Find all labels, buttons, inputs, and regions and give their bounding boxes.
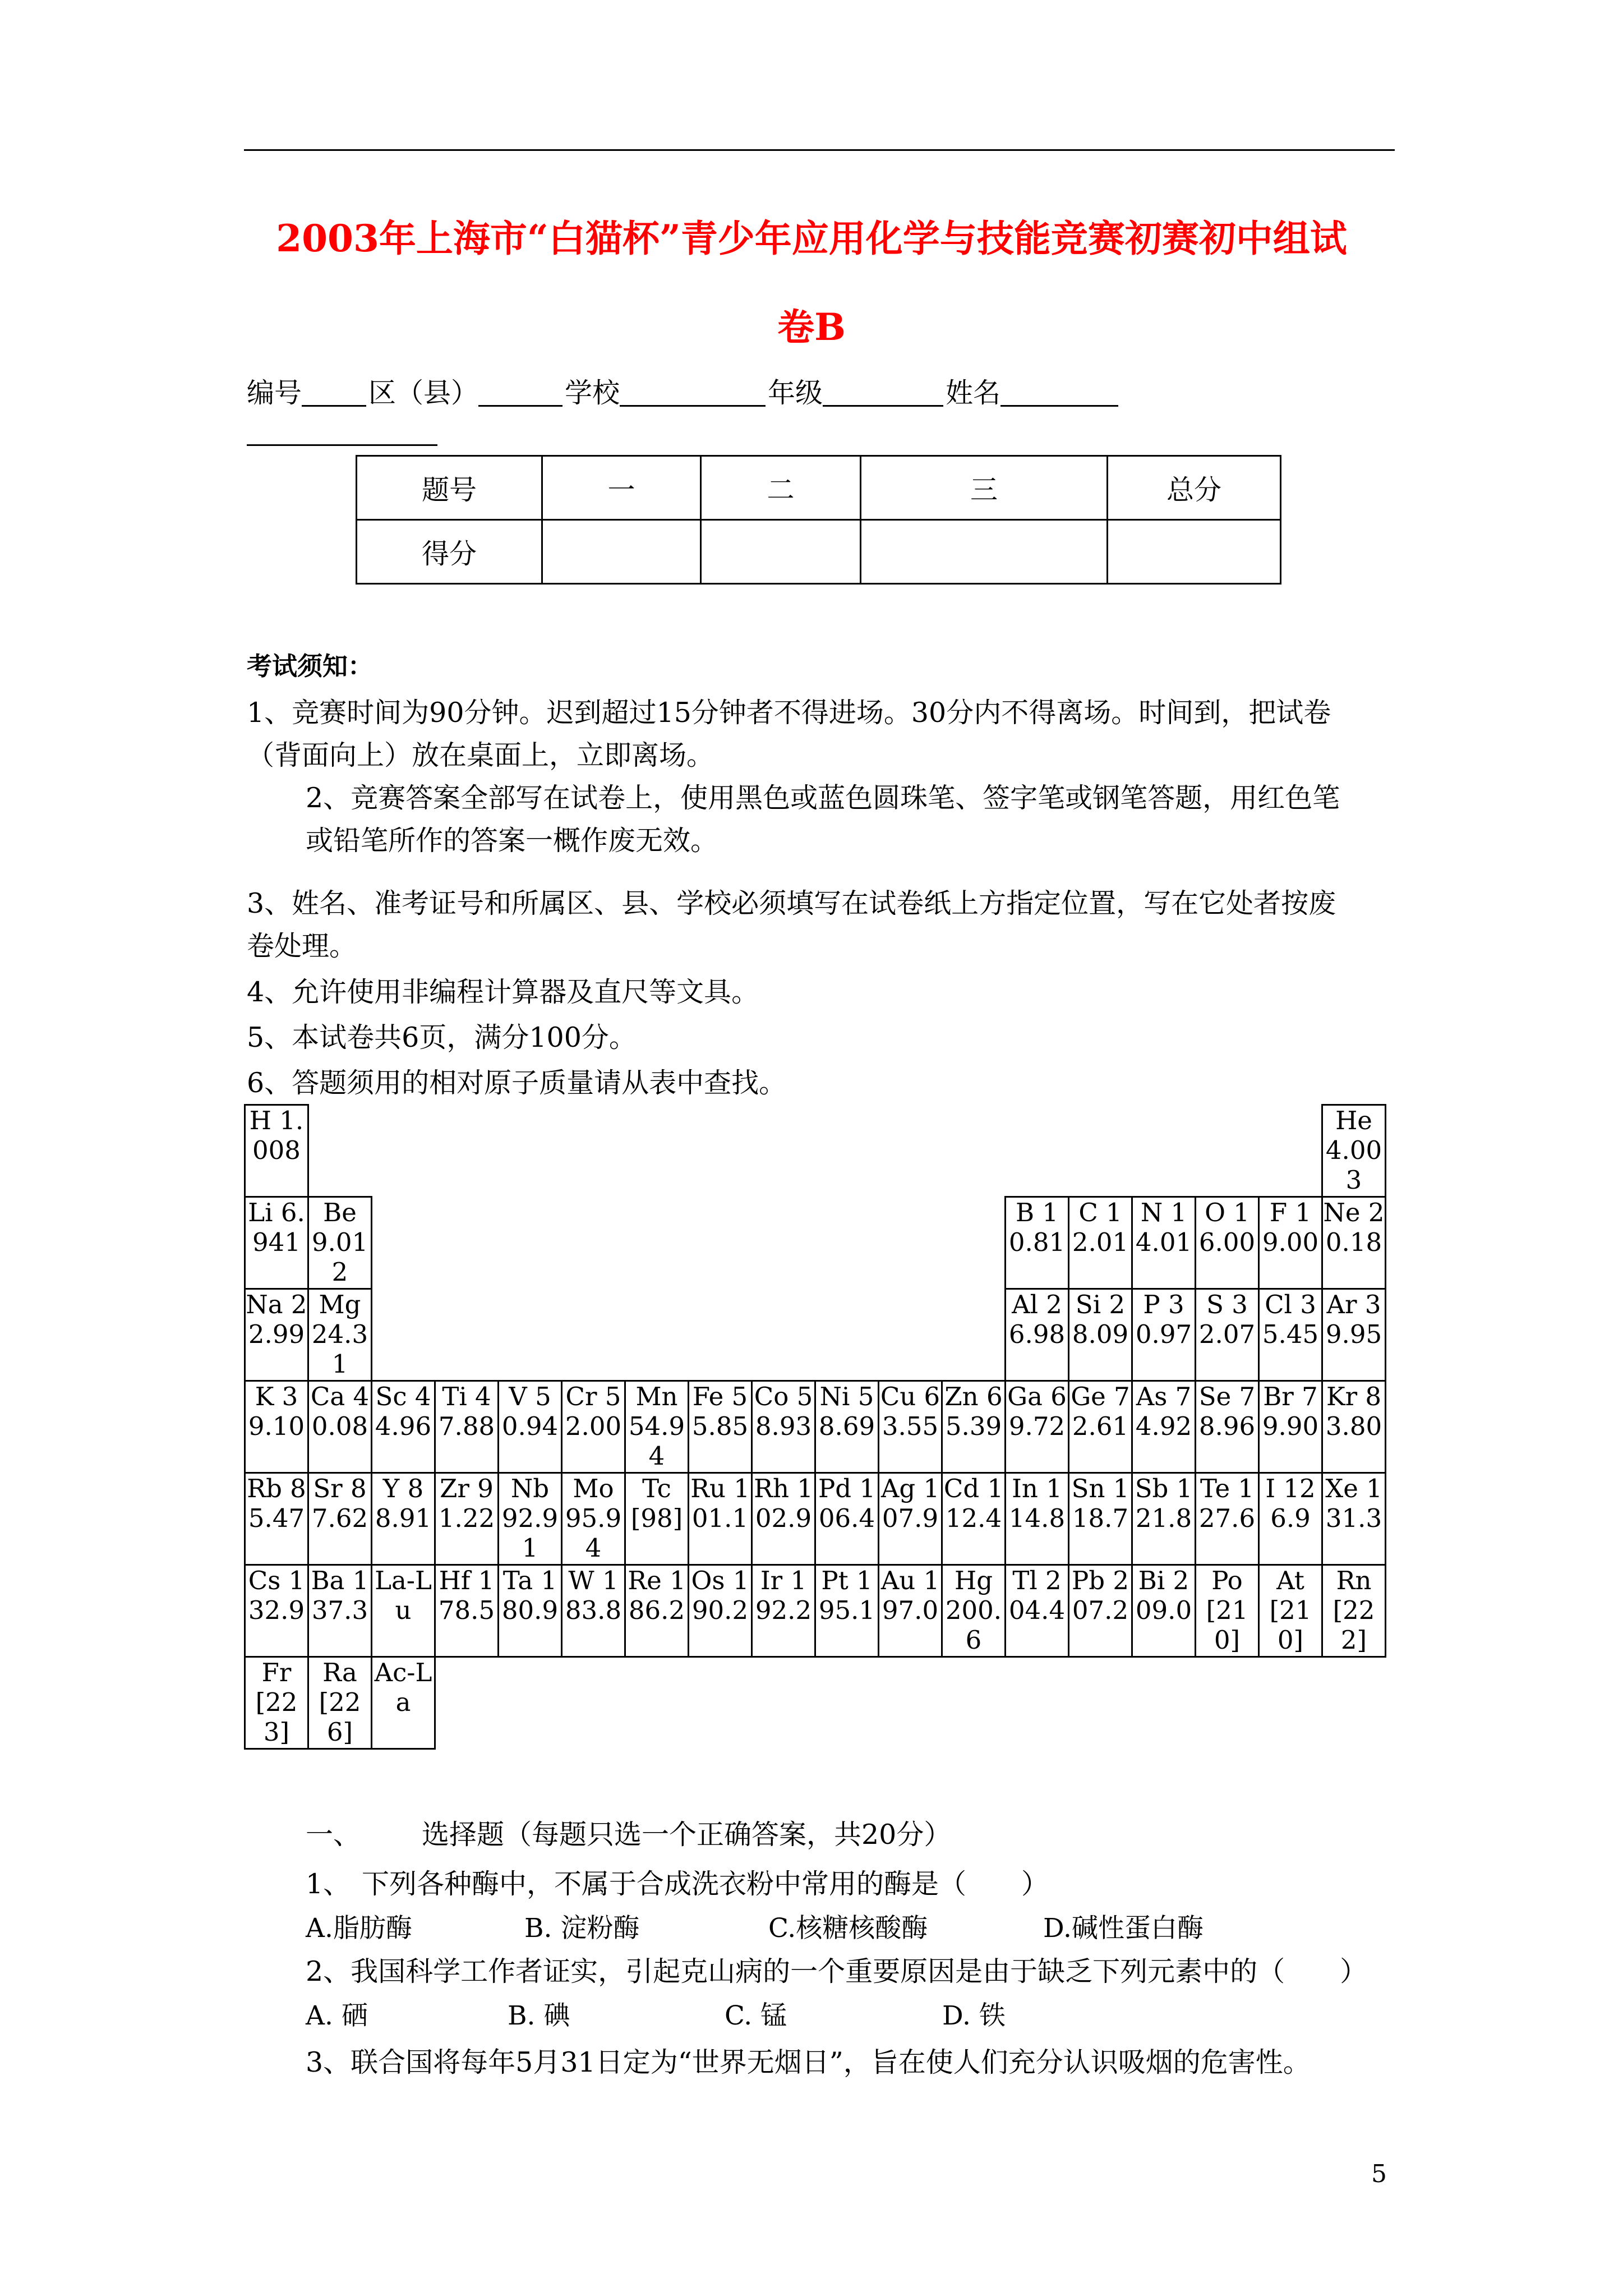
periodic-table-empty-cell xyxy=(942,1105,1006,1197)
score-table-score-row xyxy=(357,520,1281,584)
page-number: 5 xyxy=(1371,2160,1387,2188)
element-cell-text: Br 79.90 xyxy=(1262,1382,1319,1441)
periodic-table-empty-cell xyxy=(1196,1657,1259,1749)
periodic-table-row xyxy=(245,1657,1386,1749)
periodic-table-empty-cell xyxy=(942,1197,1006,1289)
element-cell xyxy=(1132,1381,1196,1473)
element-cell-text: Au 197.0 xyxy=(880,1566,940,1625)
periodic-table-row xyxy=(245,1473,1386,1565)
element-cell-text: V 50.94 xyxy=(501,1382,559,1441)
element-cell-text: Rn [222] xyxy=(1332,1566,1375,1655)
element-cell-text: W 183.8 xyxy=(565,1566,622,1625)
element-cell xyxy=(1132,1289,1196,1381)
element-cell-text: Ru 101.1 xyxy=(690,1474,750,1533)
score-row-label: 得分 xyxy=(357,520,542,584)
element-cell-text: Fe 55.85 xyxy=(691,1382,749,1441)
element-cell-text: Y 88.91 xyxy=(375,1474,432,1533)
element-cell-text: Ar 39.95 xyxy=(1325,1290,1382,1349)
element-cell xyxy=(245,1565,308,1657)
notice-item1-line2: （背面向上）放在桌面上，立即离场。 xyxy=(247,739,714,771)
periodic-table-empty-cell xyxy=(1259,1657,1322,1749)
periodic-table-empty-cell xyxy=(1259,1105,1322,1197)
element-cell-text: B 10.81 xyxy=(1008,1198,1066,1257)
element-cell xyxy=(245,1197,308,1289)
periodic-table-empty-cell xyxy=(435,1657,499,1749)
element-cell-text: S 32.07 xyxy=(1198,1290,1256,1349)
element-cell xyxy=(1259,1565,1322,1657)
element-cell-text: Li 6.941 xyxy=(248,1198,305,1257)
element-cell xyxy=(1322,1565,1386,1657)
element-cell-text: He 4.003 xyxy=(1325,1106,1382,1195)
element-cell-text: Cs 132.9 xyxy=(248,1566,305,1625)
element-cell xyxy=(879,1473,942,1565)
element-cell-text: Ba 137.3 xyxy=(311,1566,369,1625)
district-blank[interactable] xyxy=(478,376,562,407)
element-cell-text: Sc 44.96 xyxy=(375,1382,432,1441)
element-cell-text: Mo 95.94 xyxy=(565,1474,622,1563)
element-cell xyxy=(308,1473,372,1565)
field-label-district: 区（县） xyxy=(368,377,479,409)
page-title-line1: 2003年上海市“白猫杯”青少年应用化学与技能竞赛初赛初中组试 xyxy=(276,217,1347,260)
element-cell xyxy=(689,1473,752,1565)
periodic-table-empty-cell xyxy=(435,1105,499,1197)
element-cell-text: Mg 24.31 xyxy=(311,1290,368,1379)
element-cell xyxy=(815,1381,879,1473)
element-cell xyxy=(815,1565,879,1657)
element-cell-text: Ag 107.9 xyxy=(880,1474,940,1533)
q1-text: 下列各种酶中，不属于合成洗衣粉中常用的酶是（ ） xyxy=(362,1868,1049,1900)
q2-option-c: C. 锰 xyxy=(725,2000,787,2031)
element-cell xyxy=(625,1473,689,1565)
element-cell xyxy=(499,1565,562,1657)
element-cell xyxy=(1322,1197,1386,1289)
element-cell-text: Tl 204.4 xyxy=(1008,1566,1066,1625)
element-cell xyxy=(942,1381,1006,1473)
periodic-table-empty-cell xyxy=(372,1197,435,1289)
element-cell xyxy=(245,1105,308,1197)
q1-option-c: C.核糖核酸酶 xyxy=(768,1913,928,1944)
field-label-name: 姓名 xyxy=(946,377,1001,409)
element-cell-text: Rh 102.9 xyxy=(754,1474,813,1533)
periodic-table-empty-cell xyxy=(625,1657,689,1749)
element-cell xyxy=(879,1565,942,1657)
periodic-table-row xyxy=(245,1105,1386,1197)
notice-item5: 5、本试卷共6页，满分100分。 xyxy=(247,1022,637,1053)
periodic-table-empty-cell xyxy=(879,1289,942,1381)
element-cell-text: Ni 58.69 xyxy=(818,1382,875,1441)
element-cell xyxy=(625,1565,689,1657)
element-cell xyxy=(1259,1197,1322,1289)
element-cell xyxy=(435,1565,499,1657)
section1-title: 选择题（每题只选一个正确答案，共20分） xyxy=(422,1819,952,1851)
element-cell xyxy=(752,1565,815,1657)
element-cell-text: Nb 92.91 xyxy=(501,1474,559,1563)
element-cell-text: Cr 52.00 xyxy=(565,1382,622,1441)
periodic-table-empty-cell xyxy=(562,1197,625,1289)
element-cell-text: Tc [98] xyxy=(630,1474,683,1533)
field-label-number: 编号 xyxy=(247,377,302,409)
periodic-table xyxy=(244,1104,1386,1750)
periodic-table-row xyxy=(245,1197,1386,1289)
element-cell xyxy=(1132,1473,1196,1565)
periodic-table-empty-cell xyxy=(499,1105,562,1197)
notice-item2-line2: 或铅笔所作的答案一概作废无效。 xyxy=(306,825,718,857)
periodic-table-empty-cell xyxy=(1006,1105,1069,1197)
element-cell xyxy=(308,1657,372,1749)
element-cell-text: Zr 91.22 xyxy=(438,1474,495,1533)
score-header-total: 总分 xyxy=(1108,456,1281,520)
periodic-table-empty-cell xyxy=(625,1105,689,1197)
element-cell xyxy=(308,1197,372,1289)
element-cell xyxy=(1069,1473,1132,1565)
element-cell xyxy=(435,1473,499,1565)
periodic-table-empty-cell xyxy=(752,1105,815,1197)
element-cell-text: Te 127.6 xyxy=(1198,1474,1256,1533)
element-cell-text: I 126.9 xyxy=(1265,1474,1316,1533)
number-blank[interactable] xyxy=(302,376,366,407)
element-cell-text: Ge 72.61 xyxy=(1071,1382,1130,1441)
element-cell-text: Fr [223] xyxy=(255,1658,298,1747)
score-cell-part1[interactable] xyxy=(542,520,701,584)
element-cell xyxy=(562,1473,625,1565)
element-cell xyxy=(1069,1197,1132,1289)
periodic-table-empty-cell xyxy=(1322,1657,1386,1749)
element-cell xyxy=(1069,1565,1132,1657)
element-cell xyxy=(562,1565,625,1657)
element-cell-text: O 16.00 xyxy=(1198,1198,1256,1257)
periodic-table-empty-cell xyxy=(815,1657,879,1749)
element-cell-text: Ca 40.08 xyxy=(310,1382,370,1441)
element-cell xyxy=(689,1565,752,1657)
name-blank[interactable] xyxy=(1000,376,1118,407)
element-cell xyxy=(372,1565,435,1657)
notice-item6: 6、答题须用的相对原子质量请从表中查找。 xyxy=(247,1067,787,1099)
element-cell xyxy=(1196,1197,1259,1289)
element-cell xyxy=(245,1473,308,1565)
element-cell-text: Sr 87.62 xyxy=(311,1474,368,1533)
element-cell xyxy=(815,1473,879,1565)
periodic-table-empty-cell xyxy=(752,1197,815,1289)
element-cell xyxy=(1006,1289,1069,1381)
element-cell xyxy=(1322,1473,1386,1565)
periodic-table-empty-cell xyxy=(815,1197,879,1289)
element-cell-text: Xe 131.3 xyxy=(1325,1474,1382,1533)
periodic-table-empty-cell xyxy=(815,1105,879,1197)
element-cell xyxy=(372,1657,435,1749)
element-cell-text: Bi 209.0 xyxy=(1135,1566,1192,1625)
element-cell xyxy=(308,1381,372,1473)
element-cell-text: La-Lu xyxy=(375,1566,432,1625)
element-cell xyxy=(689,1381,752,1473)
element-cell-text: Po [210] xyxy=(1206,1566,1248,1655)
element-cell xyxy=(1196,1473,1259,1565)
periodic-table-empty-cell xyxy=(562,1657,625,1749)
q2-option-a: A. 硒 xyxy=(306,2000,368,2031)
periodic-table-empty-cell xyxy=(879,1197,942,1289)
element-cell xyxy=(1196,1289,1259,1381)
element-cell-text: N 14.01 xyxy=(1135,1198,1192,1257)
element-cell xyxy=(372,1473,435,1565)
element-cell xyxy=(245,1289,308,1381)
q2-option-d: D. 铁 xyxy=(942,2000,1006,2031)
element-cell-text: Cd 112.4 xyxy=(943,1474,1004,1533)
element-cell xyxy=(752,1473,815,1565)
periodic-table-empty-cell xyxy=(1069,1657,1132,1749)
element-cell xyxy=(499,1381,562,1473)
periodic-table-empty-cell xyxy=(689,1105,752,1197)
element-cell-text: H 1.008 xyxy=(249,1106,304,1165)
element-cell-text: Hg 200.6 xyxy=(945,1566,1002,1655)
element-cell xyxy=(942,1565,1006,1657)
element-cell-text: At [210] xyxy=(1269,1566,1312,1655)
periodic-table-row xyxy=(245,1565,1386,1657)
element-cell-text: Ta 180.9 xyxy=(501,1566,559,1625)
score-header-question-no: 题号 xyxy=(357,456,542,520)
score-header-part3: 三 xyxy=(861,456,1108,520)
periodic-table-empty-cell xyxy=(1132,1657,1196,1749)
q1-option-b: B. 淀粉酶 xyxy=(524,1913,640,1944)
school-blank[interactable] xyxy=(620,376,766,407)
element-cell xyxy=(1259,1381,1322,1473)
student-info-line xyxy=(247,376,1121,407)
periodic-table-empty-cell xyxy=(562,1105,625,1197)
score-table-header-row xyxy=(357,456,1281,520)
periodic-table-empty-cell xyxy=(942,1289,1006,1381)
periodic-table-empty-cell xyxy=(1069,1105,1132,1197)
periodic-table-empty-cell xyxy=(689,1657,752,1749)
score-cell-part3[interactable] xyxy=(861,520,1108,584)
element-cell-text: Pb 207.2 xyxy=(1071,1566,1129,1625)
periodic-table-empty-cell xyxy=(752,1289,815,1381)
periodic-table-empty-cell xyxy=(1132,1105,1196,1197)
element-cell-text: Si 28.09 xyxy=(1072,1290,1129,1349)
element-cell xyxy=(562,1381,625,1473)
element-cell-text: Al 26.98 xyxy=(1008,1290,1066,1349)
element-cell-text: Ti 47.88 xyxy=(438,1382,495,1441)
periodic-table-row xyxy=(245,1381,1386,1473)
element-cell xyxy=(1006,1473,1069,1565)
element-cell xyxy=(752,1381,815,1473)
notice-item3-line2: 卷处理。 xyxy=(247,930,357,962)
element-cell xyxy=(1196,1565,1259,1657)
name-blank-continued xyxy=(247,444,437,446)
periodic-table-row xyxy=(245,1289,1386,1381)
periodic-table-empty-cell xyxy=(499,1657,562,1749)
element-cell-text: As 74.92 xyxy=(1135,1382,1192,1441)
score-cell-part2[interactable] xyxy=(701,520,861,584)
element-cell-text: Sb 121.8 xyxy=(1135,1474,1193,1533)
element-cell xyxy=(372,1381,435,1473)
element-cell-text: Rb 85.47 xyxy=(247,1474,306,1533)
score-header-part2: 二 xyxy=(701,456,861,520)
periodic-table-empty-cell xyxy=(815,1289,879,1381)
element-cell xyxy=(1006,1381,1069,1473)
section1-number: 一、 xyxy=(306,1819,361,1851)
element-cell xyxy=(1069,1289,1132,1381)
element-cell-text: Ne 20.18 xyxy=(1323,1198,1385,1257)
element-cell xyxy=(1259,1289,1322,1381)
periodic-table-empty-cell xyxy=(372,1289,435,1381)
periodic-table-empty-cell xyxy=(1006,1657,1069,1749)
periodic-table-empty-cell xyxy=(689,1289,752,1381)
element-cell-text: Cl 35.45 xyxy=(1262,1290,1319,1349)
page-title-line2: 卷B xyxy=(777,305,846,349)
notice-item4: 4、允许使用非编程计算器及直尺等文具。 xyxy=(247,976,759,1008)
element-cell-text: Ra [226] xyxy=(319,1658,361,1747)
element-cell xyxy=(625,1381,689,1473)
element-cell xyxy=(1006,1197,1069,1289)
element-cell xyxy=(1196,1381,1259,1473)
element-cell xyxy=(879,1381,942,1473)
element-cell xyxy=(435,1381,499,1473)
periodic-table-empty-cell xyxy=(879,1657,942,1749)
grade-blank[interactable] xyxy=(823,376,943,407)
element-cell xyxy=(1006,1565,1069,1657)
periodic-table-empty-cell xyxy=(562,1289,625,1381)
periodic-table-empty-cell xyxy=(499,1197,562,1289)
element-cell-text: Re 186.2 xyxy=(628,1566,686,1625)
element-cell xyxy=(1259,1473,1322,1565)
element-cell-text: Zn 65.39 xyxy=(944,1382,1003,1441)
element-cell-text: Ir 192.2 xyxy=(755,1566,812,1625)
score-cell-total[interactable] xyxy=(1108,520,1281,584)
element-cell-text: In 114.8 xyxy=(1008,1474,1066,1533)
score-table xyxy=(356,455,1281,585)
element-cell-text: Cu 63.55 xyxy=(880,1382,940,1441)
element-cell-text: Se 78.96 xyxy=(1198,1382,1256,1441)
element-cell xyxy=(245,1381,308,1473)
q2-option-b: B. 碘 xyxy=(508,2000,570,2031)
header-rule xyxy=(244,149,1395,151)
element-cell-text: Sn 118.7 xyxy=(1071,1474,1129,1533)
element-cell xyxy=(308,1565,372,1657)
element-cell xyxy=(245,1657,308,1749)
periodic-table-empty-cell xyxy=(435,1289,499,1381)
notice-item2-line1: 2、竞赛答案全部写在试卷上，使用黑色或蓝色圆珠笔、签字笔或钢笔答题，用红色笔 xyxy=(306,782,1340,814)
element-cell xyxy=(308,1289,372,1381)
element-cell-text: Pd 106.4 xyxy=(818,1474,876,1533)
element-cell-text: Na 22.99 xyxy=(246,1290,307,1349)
element-cell-text: Ac-La xyxy=(374,1658,432,1717)
periodic-table-empty-cell xyxy=(689,1197,752,1289)
element-cell-text: Mn 54.94 xyxy=(628,1382,685,1471)
periodic-table-empty-cell xyxy=(1196,1105,1259,1197)
periodic-table-empty-cell xyxy=(879,1105,942,1197)
notice-item1-line1: 1、竞赛时间为90分钟。迟到超过15分钟者不得进场。30分内不得离场。时间到，把试卷 xyxy=(247,697,1331,729)
element-cell-text: Os 190.2 xyxy=(691,1566,749,1625)
element-cell xyxy=(1132,1565,1196,1657)
q1-option-a: A.脂肪酶 xyxy=(306,1913,412,1944)
element-cell xyxy=(1322,1289,1386,1381)
element-cell-text: P 30.97 xyxy=(1135,1290,1192,1349)
notice-item3-line1: 3、姓名、准考证号和所属区、县、学校必须填写在试卷纸上方指定位置，写在它处者按废 xyxy=(247,887,1336,919)
periodic-table-empty-cell xyxy=(625,1197,689,1289)
field-label-school: 学校 xyxy=(565,377,620,409)
element-cell xyxy=(1322,1381,1386,1473)
element-cell-text: Co 58.93 xyxy=(754,1382,813,1441)
q2-text: 2、我国科学工作者证实，引起克山病的一个重要原因是由于缺乏下列元素中的（ ） xyxy=(306,1955,1368,1987)
periodic-table-empty-cell xyxy=(308,1105,372,1197)
periodic-table-empty-cell xyxy=(625,1289,689,1381)
element-cell-text: Pt 195.1 xyxy=(818,1566,875,1625)
element-cell-text: Be 9.012 xyxy=(311,1198,368,1287)
q3-text: 3、联合国将每年5月31日定为“世界无烟日”，旨在使人们充分认识吸烟的危害性。 xyxy=(306,2046,1311,2078)
element-cell-text: K 39.10 xyxy=(248,1382,305,1441)
element-cell-text: F 19.00 xyxy=(1262,1198,1319,1257)
element-cell xyxy=(499,1473,562,1565)
element-cell-text: C 12.01 xyxy=(1072,1198,1129,1257)
element-cell xyxy=(942,1473,1006,1565)
element-cell xyxy=(1132,1197,1196,1289)
periodic-table-empty-cell xyxy=(435,1197,499,1289)
periodic-table-empty-cell xyxy=(372,1105,435,1197)
element-cell xyxy=(1322,1105,1386,1197)
element-cell-text: Hf 178.5 xyxy=(438,1566,495,1625)
element-cell-text: Ga 69.72 xyxy=(1007,1382,1067,1441)
field-label-grade: 年级 xyxy=(768,377,823,409)
score-header-part1: 一 xyxy=(542,456,701,520)
element-cell xyxy=(1069,1381,1132,1473)
q1-number: 1、 xyxy=(306,1868,351,1900)
q1-option-d: D.碱性蛋白酶 xyxy=(1043,1913,1204,1944)
periodic-table-empty-cell xyxy=(942,1657,1006,1749)
notice-heading: 考试须知： xyxy=(247,651,374,681)
element-cell-text: Kr 83.80 xyxy=(1325,1382,1382,1441)
periodic-table-empty-cell xyxy=(499,1289,562,1381)
periodic-table-empty-cell xyxy=(752,1657,815,1749)
